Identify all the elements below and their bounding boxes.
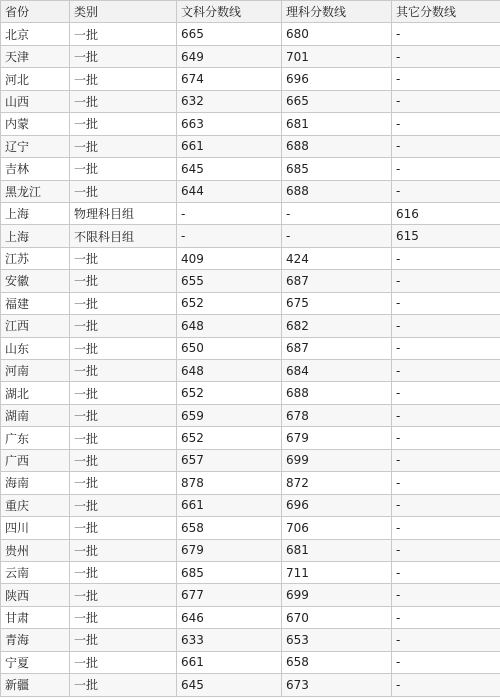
header-arts-score: 文科分数线 — [177, 1, 282, 23]
province-cell: 甘肃 — [1, 606, 70, 628]
science-score-cell: 675 — [282, 292, 392, 314]
other-score-cell: - — [392, 292, 500, 314]
science-score-cell: 681 — [282, 113, 392, 135]
header-row — [1, 1, 500, 23]
other-score-cell: - — [392, 315, 500, 337]
table-row — [1, 202, 500, 224]
table-row — [1, 651, 500, 673]
table-row — [1, 113, 500, 135]
other-score-cell: - — [392, 674, 500, 696]
category-cell: 物理科目组 — [70, 202, 177, 224]
other-score-cell: - — [392, 135, 500, 157]
science-score-cell: 673 — [282, 674, 392, 696]
province-cell: 海南 — [1, 472, 70, 494]
table-row — [1, 539, 500, 561]
category-cell: 一批 — [70, 404, 177, 426]
province-cell: 黑龙江 — [1, 180, 70, 202]
category-cell: 一批 — [70, 517, 177, 539]
science-score-cell: 696 — [282, 68, 392, 90]
category-cell: 一批 — [70, 113, 177, 135]
table-header — [1, 1, 500, 23]
province-cell: 云南 — [1, 561, 70, 583]
table-row — [1, 337, 500, 359]
table-row — [1, 674, 500, 696]
category-cell: 一批 — [70, 90, 177, 112]
category-cell: 一批 — [70, 651, 177, 673]
table-row — [1, 606, 500, 628]
category-cell: 一批 — [70, 472, 177, 494]
category-cell: 不限科目组 — [70, 225, 177, 247]
science-score-cell: - — [282, 225, 392, 247]
province-cell: 河北 — [1, 68, 70, 90]
science-score-cell: 678 — [282, 404, 392, 426]
category-cell: 一批 — [70, 539, 177, 561]
category-cell: 一批 — [70, 315, 177, 337]
arts-score-cell: 878 — [177, 472, 282, 494]
province-cell: 广东 — [1, 427, 70, 449]
header-category: 类别 — [70, 1, 177, 23]
other-score-cell: 616 — [392, 202, 500, 224]
header-province: 省份 — [1, 1, 70, 23]
province-cell: 宁夏 — [1, 651, 70, 673]
science-score-cell: 688 — [282, 135, 392, 157]
table-row — [1, 315, 500, 337]
province-cell: 安徽 — [1, 270, 70, 292]
province-cell: 山西 — [1, 90, 70, 112]
science-score-cell: 688 — [282, 180, 392, 202]
other-score-cell: - — [392, 23, 500, 45]
category-cell: 一批 — [70, 270, 177, 292]
other-score-cell: 615 — [392, 225, 500, 247]
table-row — [1, 135, 500, 157]
table-row — [1, 427, 500, 449]
other-score-cell: - — [392, 270, 500, 292]
table-row — [1, 23, 500, 45]
science-score-cell: 670 — [282, 606, 392, 628]
table-row — [1, 225, 500, 247]
category-cell: 一批 — [70, 337, 177, 359]
table-row — [1, 517, 500, 539]
category-cell: 一批 — [70, 629, 177, 651]
arts-score-cell: 648 — [177, 315, 282, 337]
arts-score-cell: 409 — [177, 247, 282, 269]
science-score-cell: 658 — [282, 651, 392, 673]
table-body — [1, 23, 500, 696]
category-cell: 一批 — [70, 135, 177, 157]
arts-score-cell: 663 — [177, 113, 282, 135]
science-score-cell: 653 — [282, 629, 392, 651]
province-cell: 吉林 — [1, 158, 70, 180]
other-score-cell: - — [392, 651, 500, 673]
science-score-cell: 682 — [282, 315, 392, 337]
science-score-cell: 696 — [282, 494, 392, 516]
province-cell: 湖北 — [1, 382, 70, 404]
province-cell: 江苏 — [1, 247, 70, 269]
science-score-cell: - — [282, 202, 392, 224]
other-score-cell: - — [392, 45, 500, 67]
province-cell: 上海 — [1, 202, 70, 224]
table-row — [1, 629, 500, 651]
science-score-cell: 711 — [282, 561, 392, 583]
table-row — [1, 270, 500, 292]
category-cell: 一批 — [70, 292, 177, 314]
table-row — [1, 404, 500, 426]
province-cell: 福建 — [1, 292, 70, 314]
other-score-cell: - — [392, 360, 500, 382]
other-score-cell: - — [392, 517, 500, 539]
arts-score-cell: 658 — [177, 517, 282, 539]
other-score-cell: - — [392, 427, 500, 449]
arts-score-cell: 679 — [177, 539, 282, 561]
science-score-cell: 688 — [282, 382, 392, 404]
arts-score-cell: 657 — [177, 449, 282, 471]
science-score-cell: 699 — [282, 449, 392, 471]
arts-score-cell: 661 — [177, 651, 282, 673]
province-cell: 湖南 — [1, 404, 70, 426]
header-other-score: 其它分数线 — [392, 1, 500, 23]
category-cell: 一批 — [70, 606, 177, 628]
other-score-cell: - — [392, 606, 500, 628]
province-cell: 贵州 — [1, 539, 70, 561]
science-score-cell: 701 — [282, 45, 392, 67]
arts-score-cell: - — [177, 202, 282, 224]
arts-score-cell: 649 — [177, 45, 282, 67]
category-cell: 一批 — [70, 674, 177, 696]
province-cell: 新疆 — [1, 674, 70, 696]
table-row — [1, 292, 500, 314]
province-cell: 辽宁 — [1, 135, 70, 157]
province-cell: 四川 — [1, 517, 70, 539]
other-score-cell: - — [392, 180, 500, 202]
category-cell: 一批 — [70, 158, 177, 180]
other-score-cell: - — [392, 539, 500, 561]
science-score-cell: 706 — [282, 517, 392, 539]
table-row — [1, 382, 500, 404]
other-score-cell: - — [392, 494, 500, 516]
arts-score-cell: 665 — [177, 23, 282, 45]
science-score-cell: 684 — [282, 360, 392, 382]
arts-score-cell: 648 — [177, 360, 282, 382]
category-cell: 一批 — [70, 180, 177, 202]
category-cell: 一批 — [70, 427, 177, 449]
category-cell: 一批 — [70, 584, 177, 606]
province-cell: 天津 — [1, 45, 70, 67]
arts-score-cell: - — [177, 225, 282, 247]
arts-score-cell: 632 — [177, 90, 282, 112]
table-row — [1, 472, 500, 494]
province-cell: 青海 — [1, 629, 70, 651]
arts-score-cell: 659 — [177, 404, 282, 426]
header-science-score: 理科分数线 — [282, 1, 392, 23]
arts-score-cell: 674 — [177, 68, 282, 90]
arts-score-cell: 633 — [177, 629, 282, 651]
province-cell: 山东 — [1, 337, 70, 359]
arts-score-cell: 661 — [177, 135, 282, 157]
other-score-cell: - — [392, 113, 500, 135]
arts-score-cell: 646 — [177, 606, 282, 628]
other-score-cell: - — [392, 158, 500, 180]
arts-score-cell: 685 — [177, 561, 282, 583]
other-score-cell: - — [392, 561, 500, 583]
other-score-cell: - — [392, 584, 500, 606]
other-score-cell: - — [392, 90, 500, 112]
science-score-cell: 872 — [282, 472, 392, 494]
arts-score-cell: 644 — [177, 180, 282, 202]
table-row — [1, 68, 500, 90]
other-score-cell: - — [392, 247, 500, 269]
table-row — [1, 360, 500, 382]
science-score-cell: 680 — [282, 23, 392, 45]
category-cell: 一批 — [70, 360, 177, 382]
other-score-cell: - — [392, 472, 500, 494]
science-score-cell: 687 — [282, 270, 392, 292]
table-row — [1, 158, 500, 180]
province-cell: 广西 — [1, 449, 70, 471]
table-row — [1, 90, 500, 112]
arts-score-cell: 677 — [177, 584, 282, 606]
table-row — [1, 247, 500, 269]
province-cell: 内蒙 — [1, 113, 70, 135]
table-row — [1, 584, 500, 606]
arts-score-cell: 652 — [177, 382, 282, 404]
science-score-cell: 699 — [282, 584, 392, 606]
province-cell: 江西 — [1, 315, 70, 337]
table-row — [1, 494, 500, 516]
arts-score-cell: 655 — [177, 270, 282, 292]
province-cell: 陕西 — [1, 584, 70, 606]
arts-score-cell: 661 — [177, 494, 282, 516]
category-cell: 一批 — [70, 494, 177, 516]
other-score-cell: - — [392, 68, 500, 90]
arts-score-cell: 652 — [177, 427, 282, 449]
category-cell: 一批 — [70, 23, 177, 45]
category-cell: 一批 — [70, 382, 177, 404]
province-cell: 北京 — [1, 23, 70, 45]
science-score-cell: 424 — [282, 247, 392, 269]
arts-score-cell: 645 — [177, 158, 282, 180]
category-cell: 一批 — [70, 561, 177, 583]
science-score-cell: 687 — [282, 337, 392, 359]
science-score-cell: 679 — [282, 427, 392, 449]
province-cell: 河南 — [1, 360, 70, 382]
other-score-cell: - — [392, 449, 500, 471]
other-score-cell: - — [392, 337, 500, 359]
table-row — [1, 449, 500, 471]
other-score-cell: - — [392, 629, 500, 651]
arts-score-cell: 645 — [177, 674, 282, 696]
table-row — [1, 561, 500, 583]
province-cell: 上海 — [1, 225, 70, 247]
table-row — [1, 45, 500, 67]
table-row — [1, 180, 500, 202]
category-cell: 一批 — [70, 449, 177, 471]
province-cell: 重庆 — [1, 494, 70, 516]
science-score-cell: 665 — [282, 90, 392, 112]
science-score-cell: 685 — [282, 158, 392, 180]
arts-score-cell: 650 — [177, 337, 282, 359]
category-cell: 一批 — [70, 45, 177, 67]
category-cell: 一批 — [70, 247, 177, 269]
science-score-cell: 681 — [282, 539, 392, 561]
arts-score-cell: 652 — [177, 292, 282, 314]
other-score-cell: - — [392, 404, 500, 426]
category-cell: 一批 — [70, 68, 177, 90]
other-score-cell: - — [392, 382, 500, 404]
